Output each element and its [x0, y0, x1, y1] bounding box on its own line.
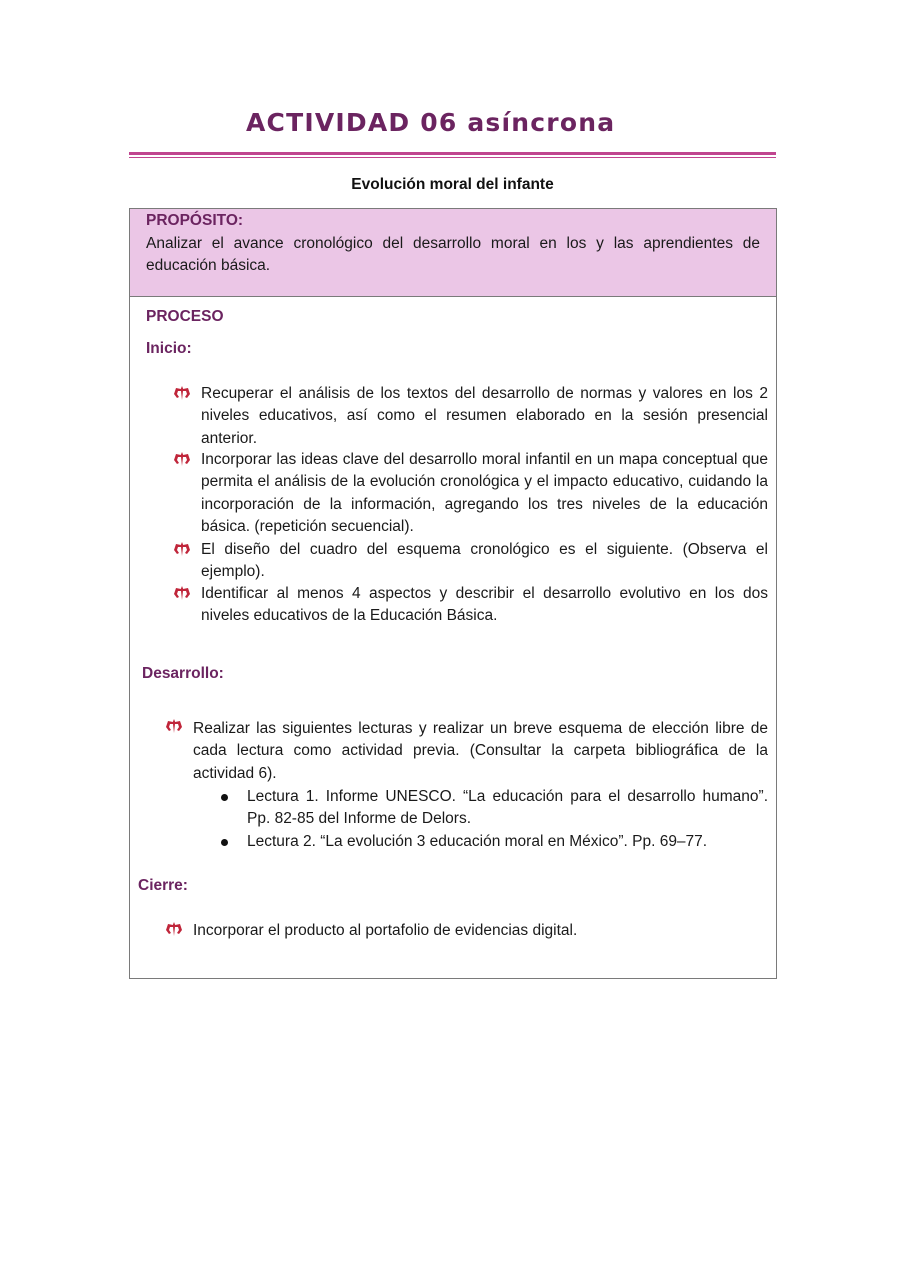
purpose-section	[130, 209, 776, 297]
bullet-icon	[174, 542, 190, 556]
cierre-label: Cierre:	[138, 877, 188, 894]
desarrollo-label: Desarrollo:	[142, 665, 224, 682]
purpose-label: PROPÓSITO:	[146, 212, 244, 229]
reading-item-1: Lectura 1. Informe UNESCO. “La educación para el desarrollo humano”. Pp. 82-85 del Informe de Delors.	[247, 788, 768, 828]
inicio-item-4: Identificar al menos 4 aspectos y describir el desarrollo evolutivo en los dos niveles educativos de la Educación Básica.	[201, 585, 768, 625]
purpose-text: Analizar el avance cronológico del desarrollo moral en los y las aprendientes de educación básica.	[146, 235, 760, 274]
reading-item-2: Lectura 2. “La evolución 3 educación moral en México”. Pp. 69–77.	[247, 833, 708, 850]
reading-bullet	[221, 794, 228, 801]
document-title: ACTIVIDAD 06 asíncrona	[246, 108, 616, 137]
bullet-icon	[174, 586, 190, 600]
title-rule	[129, 152, 776, 155]
inicio-label: Inicio:	[146, 340, 192, 357]
inicio-item-2: Incorporar las ideas clave del desarrollo moral infantil en un mapa conceptual que permita el análisis de la evolución cronológica y el impacto educativo, cuidando la incorporación de la información, agregando los tres niveles de la educación básica. (repetición secuencial).	[201, 451, 768, 535]
reading-bullet	[221, 839, 228, 846]
inicio-item-1: Recuperar el análisis de los textos del desarrollo de normas y valores en los 2 niveles educativos, así como el resumen elaborado en la sesión presencial anterior.	[201, 385, 768, 447]
title-rule-thin	[129, 157, 776, 158]
bullet-icon	[166, 922, 182, 936]
activity-box	[129, 208, 777, 979]
bullet-icon	[166, 719, 182, 733]
desarrollo-item: Realizar las siguientes lecturas y realizar un breve esquema de elección libre de cada lectura como actividad previa. (Consultar la carpeta bibliográfica de la actividad 6).	[193, 720, 768, 782]
inicio-item-3: El diseño del cuadro del esquema cronológico es el siguiente. (Observa el ejemplo).	[201, 541, 768, 581]
process-label: PROCESO	[146, 308, 224, 325]
bullet-icon	[174, 452, 190, 466]
document-subtitle: Evolución moral del infante	[351, 176, 554, 193]
bullet-icon	[174, 386, 190, 400]
cierre-item: Incorporar el producto al portafolio de evidencias digital.	[193, 922, 578, 939]
